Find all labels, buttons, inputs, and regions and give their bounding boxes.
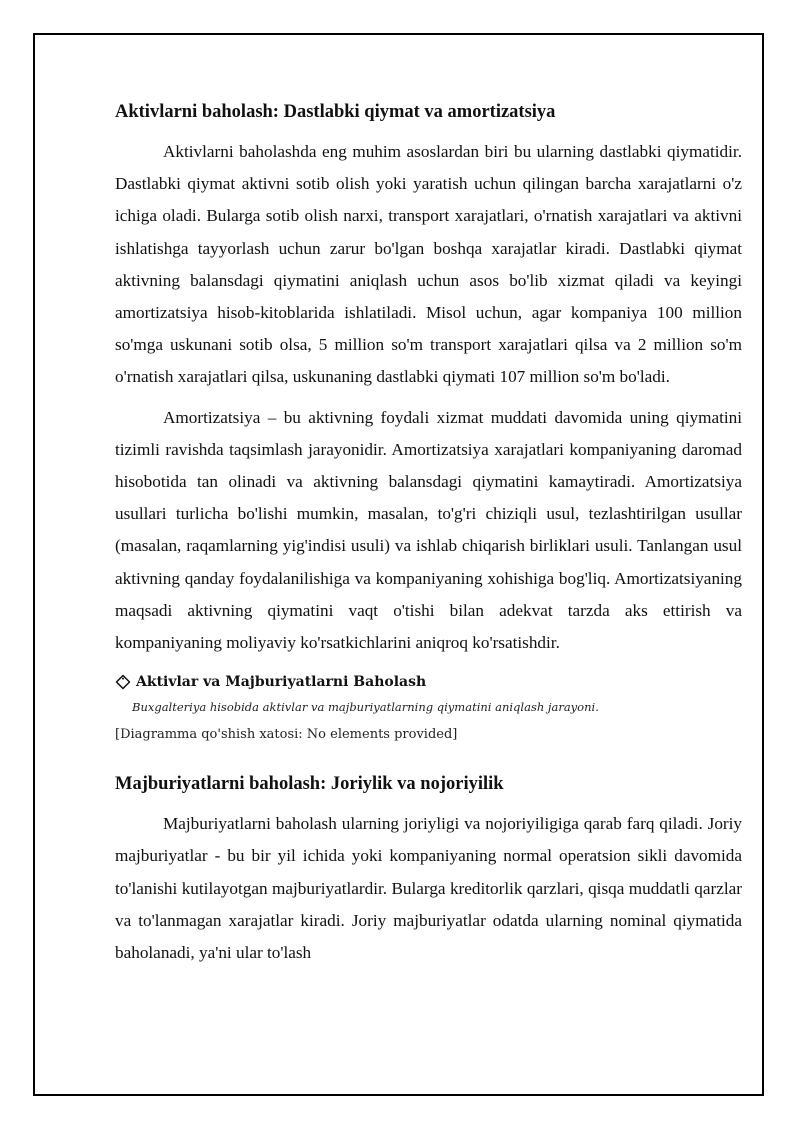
figure-title (115, 671, 742, 693)
figure-title-text: Aktivlar va Majburiyatlarni Baholash (136, 674, 427, 691)
section-heading-asset-valuation: Aktivlarni baholash: Dastlabki qiymat va amortizatsiya (115, 102, 556, 122)
tag-icon (115, 674, 131, 690)
figure-caption: Buxgalteriya hisobida aktivlar va majburiyatlarning qiymatini aniqlash jarayoni. (132, 700, 599, 715)
figure-error-message: [Diagramma qo'shish xatosi: No elements provided] (115, 727, 458, 743)
paragraph-initial-cost: Aktivlarni baholashda eng muhim asoslardan biri bu ularning dastlabki qiymatidir. Dastlabki qiymat aktivni sotib olish yoki yaratish uchun qilingan barcha xarajatlarni o'z ichiga oladi. Bularga sotib olish narxi, transport xarajatlari, o'rnatish xarajatlari va aktivni ishlatishga tayyorlash uchun zarur bo'lgan boshqa xarajatlar kiradi. Dastlabki qiymat aktivning balansdagi qiymatini aniqlash uchun asos bo'lib xizmat qiladi va keyingi amortizatsiya hisob-kitoblarida ishlatiladi. Misol uchun, agar kompaniya 100 million so'mga uskunani sotib olsa, 5 million so'm transport xarajatlari qilsa va 2 million so'm o'rnatish xarajatlari qilsa, uskunaning dastlabki qiymati 107 million so'm bo'ladi. (115, 142, 742, 387)
paragraph-current-liabilities: Majburiyatlarni baholash ularning joriyligi va nojoriyiligiga qarab farq qiladi. Joriy majburiyatlar - bu bir yil ichida yoki kompaniyaning normal operatsion sikli davomida to'lanishi kutilayotgan majburiyatlardir. Bularga kreditorlik qarzlari, qisqa muddatli qarzlar va to'lanmagan xarajatlar kiradi. Joriy majburiyatlar odatda ularning nominal qiymatida baholanadi, ya'ni ular to'lash (115, 814, 742, 963)
paragraph-amortization: Amortizatsiya – bu aktivning foydali xizmat muddati davomida uning qiymatini tizimli ravishda taqsimlash jarayonidir. Amortizatsiya xarajatlari kompaniyaning daromad hisobotida tan olinadi va aktivning balansdagi qiymatini kamaytiradi. Amortizatsiya usullari turlicha bo'lishi mumkin, masalan, to'g'ri chiziqli usul, tezlashtirilgan usullar (masalan, raqamlarning yig'indisi usuli) va ishlab chiqarish birliklari usuli. Tanlangan usul aktivning qanday foydalanilishiga va kompaniyaning xohishiga bog'liq. Amortizatsiyaning maqsadi aktivning qiymatini vaqt o'tishi bilan adekvat tarzda aks ettirish va kompaniyaning moliyaviy ko'rsatkichlarini aniqroq ko'rsatishdir. (115, 407, 742, 653)
section-heading-liability-valuation: Majburiyatlarni baholash: Joriylik va nojoriyilik (115, 774, 504, 795)
figure-block (115, 671, 742, 746)
document-content (115, 96, 742, 969)
